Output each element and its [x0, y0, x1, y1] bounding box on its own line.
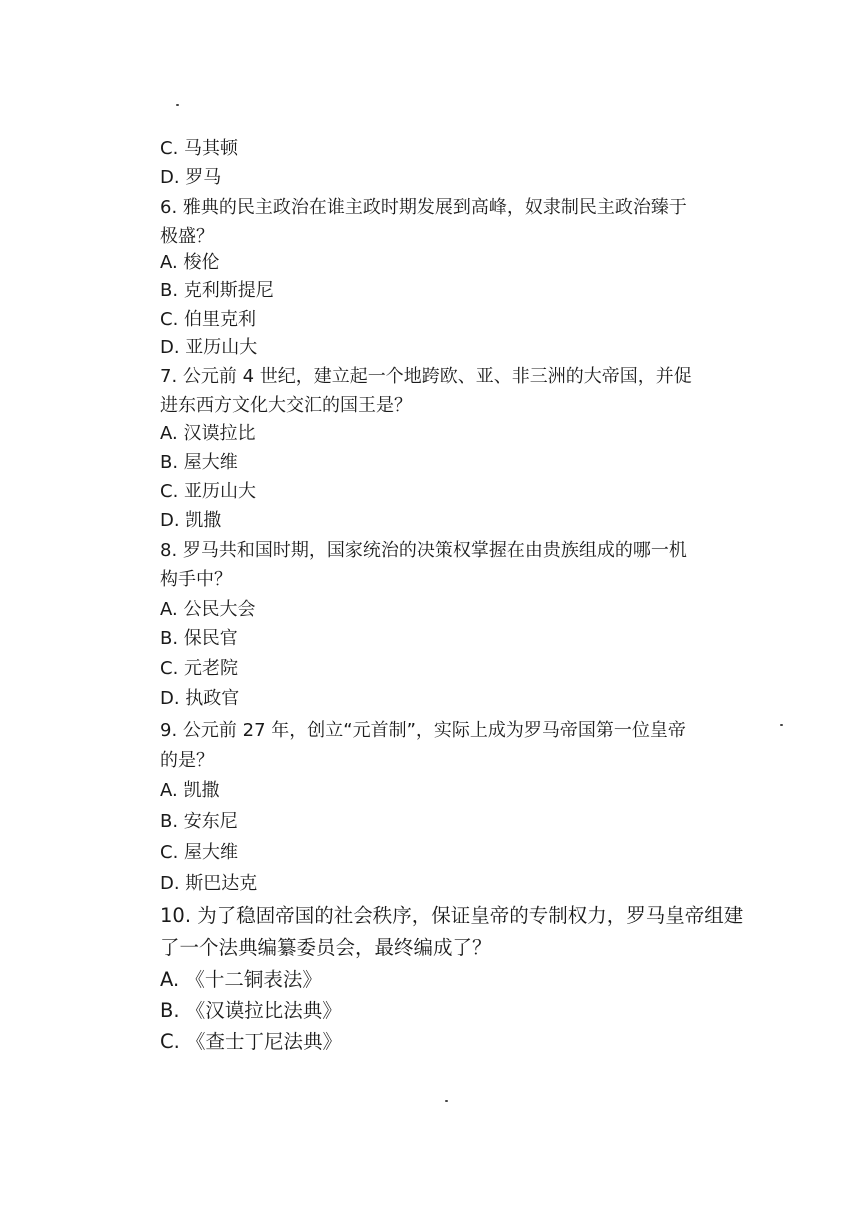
- option-b: B. 安东尼: [160, 811, 238, 832]
- question-9-line-2: 的是？: [160, 750, 214, 771]
- question-6-line-2: 极盛？: [160, 226, 214, 247]
- option-c: C. 元老院: [160, 658, 239, 679]
- scan-speck: [780, 724, 783, 726]
- question-6-line-1: 6. 雅典的民主政治在谁主政时期发展到高峰，奴隶制民主政治臻于: [160, 197, 687, 218]
- question-8-line-1: 8. 罗马共和国时期，国家统治的决策权掌握在由贵族组成的哪一机: [160, 540, 687, 561]
- option-b: B. 克利斯提尼: [160, 280, 274, 301]
- option-d: D. 执政官: [160, 688, 240, 709]
- question-8-line-2: 构手中？: [160, 569, 232, 590]
- question-9-line-1: 9. 公元前 27 年，创立“元首制”，实际上成为罗马帝国第一位皇帝: [160, 720, 686, 741]
- option-b: B. 《汉谟拉比法典》: [160, 999, 342, 1022]
- option-d: D. 罗马: [160, 167, 222, 188]
- scan-speck: [176, 104, 179, 106]
- option-d: D. 斯巴达克: [160, 873, 258, 894]
- option-a: A. 梭伦: [160, 252, 220, 273]
- option-b: B. 屋大维: [160, 452, 238, 473]
- option-c: C. 伯里克利: [160, 309, 257, 330]
- option-d: D. 凯撒: [160, 510, 222, 531]
- question-10-line-1: 10. 为了稳固帝国的社会秩序，保证皇帝的专制权力，罗马皇帝组建: [160, 904, 744, 927]
- option-a: A. 凯撒: [160, 780, 220, 801]
- option-d: D. 亚历山大: [160, 337, 258, 358]
- option-c: C. 亚历山大: [160, 481, 257, 502]
- option-c: C. 屋大维: [160, 842, 239, 863]
- scan-speck: [445, 1100, 448, 1102]
- question-10-line-2: 了一个法典编纂委员会，最终编成了？: [160, 936, 492, 959]
- option-a: A. 公民大会: [160, 599, 256, 620]
- option-a: A. 《十二铜表法》: [160, 968, 322, 991]
- option-a: A. 汉谟拉比: [160, 423, 256, 444]
- option-b: B. 保民官: [160, 628, 238, 649]
- option-c: C. 马其顿: [160, 138, 239, 159]
- option-c: C. 《查士丁尼法典》: [160, 1030, 343, 1053]
- question-7-line-1: 7. 公元前 4 世纪，建立起一个地跨欧、亚、非三洲的大帝国，并促: [160, 366, 692, 387]
- question-7-line-2: 进东西方文化大交汇的国王是？: [160, 395, 412, 416]
